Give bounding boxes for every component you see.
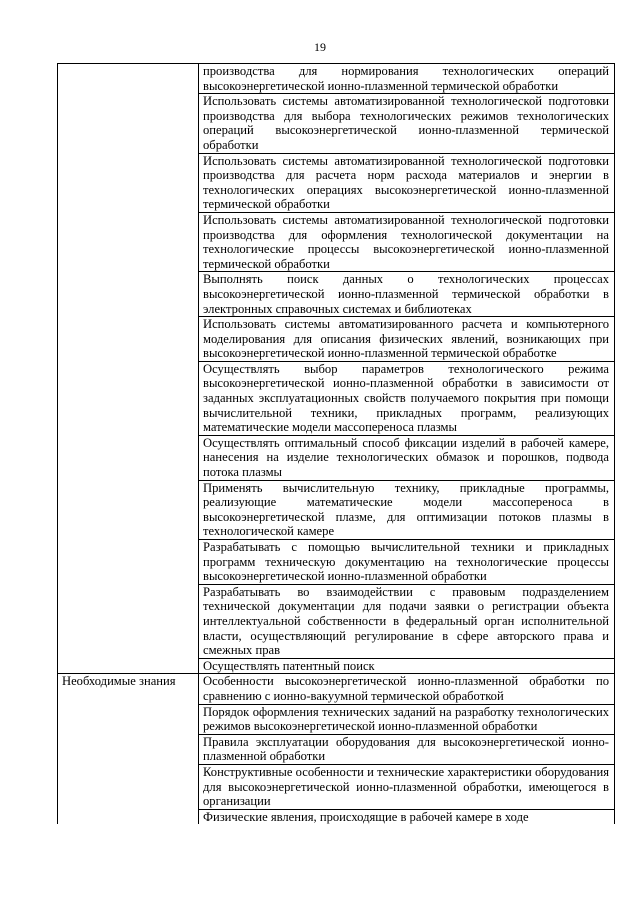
skill-item: Выполнять поиск данных о технологических процессах высокоэнергетической ионно-плазменной термической обработки в электронных справочных системах и библиотеках (199, 272, 615, 317)
skill-item: производства для нормирования технологических операций высокоэнергетической ионно-плазменной термической обработки (199, 64, 615, 94)
skill-item: Осуществлять патентный поиск (199, 658, 615, 674)
knowledge-item: Правила эксплуатации оборудования для высокоэнергетической ионно-плазменной обработки (199, 734, 615, 764)
skill-item: Разрабатывать во взаимодействии с правовым подразделением технической документации для подачи заявки о регистрации объекта интеллектуальной собственности в федеральный орган исполнительной власти, осуществляющий регулирование в сфере авторского права и смежных прав (199, 584, 615, 658)
skill-item: Использовать системы автоматизированной технологической подготовки производства для оформления технологической документации на технологические процессы высокоэнергетической ионно-плазменной термической обработки (199, 212, 615, 271)
skill-item: Осуществлять оптимальный способ фиксации изделий в рабочей камере, нанесения на изделие технологических обмазок и порошков, подвода потока плазмы (199, 435, 615, 480)
table-row (58, 674, 615, 704)
skills-label-cell (58, 64, 199, 674)
page-number: 19 (314, 40, 326, 54)
knowledge-item: Конструктивные особенности и технические характеристики оборудования для высокоэнергетической ионно-плазменной обработки, имеющегося в организации (199, 764, 615, 809)
skill-item: Разрабатывать с помощью вычислительной техники и прикладных программ техническую документацию на технологические процессы высокоэнергетической ионно-плазменной обработки (199, 540, 615, 585)
skill-item: Использовать системы автоматизированного расчета и компьютерного моделирования для описания физических явлений, возникающих при высокоэнергетической ионно-плазменной термической обработке (199, 317, 615, 362)
knowledge-label: Необходимые знания (58, 674, 199, 824)
skill-item: Использовать системы автоматизированной технологической подготовки производства для выбора технологических режимов технологических операций высокоэнергетической ионно-плазменной термической обработки (199, 94, 615, 153)
skill-item: Осуществлять выбор параметров технологического режима высокоэнергетической ионно-плазменной обработки в зависимости от заданных эксплуатационных свойств получаемого покрытия при помощи вычислительной техники, прикладных программ, реализующих математические модели массопереноса плазмы (199, 361, 615, 435)
table-row (58, 64, 615, 94)
knowledge-item: Физические явления, происходящие в рабочей камере в ходе (199, 809, 615, 824)
skill-item: Использовать системы автоматизированной технологической подготовки производства для расчета норм расхода материалов и энергии в технологических операциях высокоэнергетической ионно-плазменной термической обработки (199, 153, 615, 212)
knowledge-item: Порядок оформления технических заданий на разработку технологических режимов высокоэнергетической ионно-плазменной обработки (199, 704, 615, 734)
competency-table (57, 63, 615, 824)
skill-item: Применять вычислительную технику, прикладные программы, реализующие математические модели массопереноса в высокоэнергетической плазме, для оптимизации потоков плазмы в технологической камере (199, 480, 615, 539)
knowledge-item: Особенности высокоэнергетической ионно-плазменной обработки по сравнению с ионно-вакуумной термической обработкой (199, 674, 615, 704)
